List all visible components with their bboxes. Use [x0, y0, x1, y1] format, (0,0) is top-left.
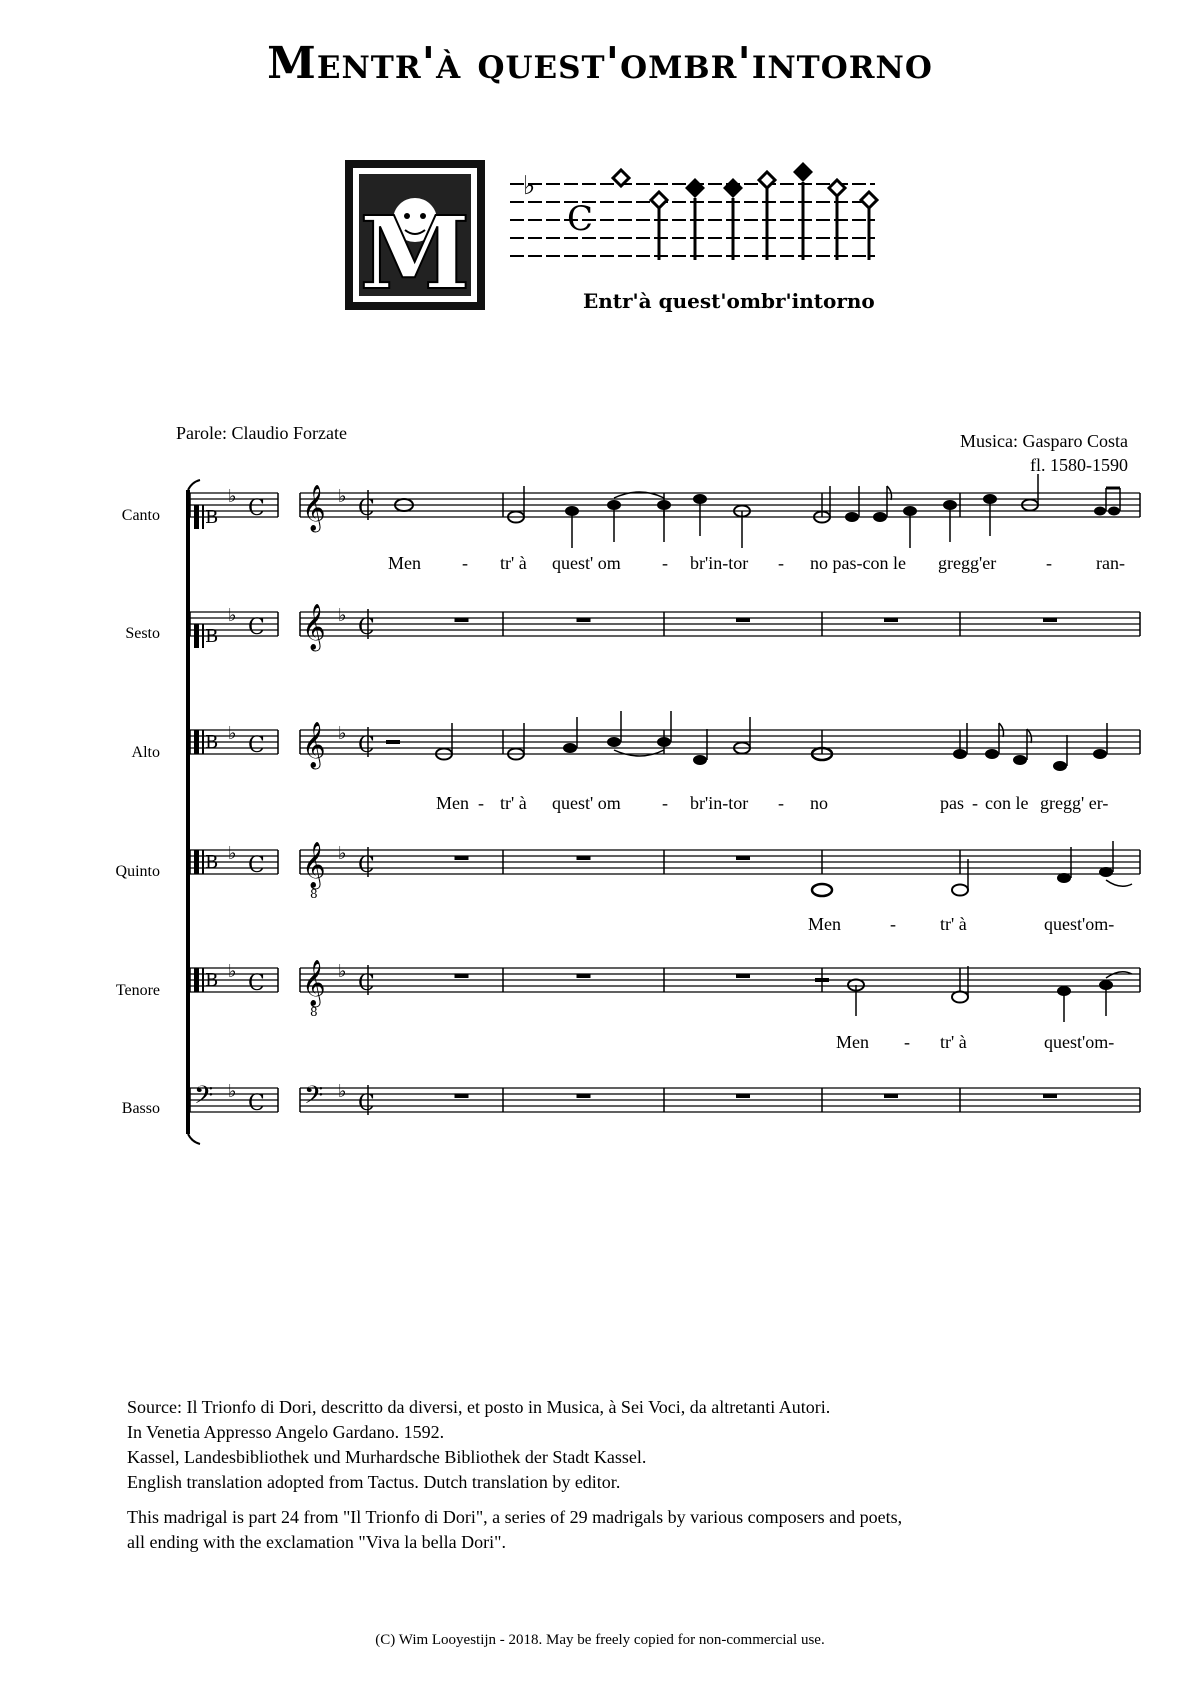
- lyrics: [388, 553, 1125, 1052]
- common-time-icon: C: [248, 1091, 265, 1116]
- svg-text:-: -: [778, 553, 784, 573]
- composer-name: Musica: Gasparo Costa: [960, 431, 1128, 451]
- whole-rest-icon: [884, 618, 898, 622]
- svg-text:-: -: [662, 793, 668, 813]
- c-clef-icon: [194, 968, 199, 992]
- whole-rest-icon: [1043, 618, 1057, 622]
- source-line: Source: Il Trionfo di Dori, descritto da diversi, et posto in Musica, à Sei Voci, da altretanti Autori.: [127, 1397, 831, 1417]
- lyrics-tenore: [836, 1032, 1114, 1052]
- svg-text:Men: Men: [836, 1032, 869, 1052]
- source-line: English translation adopted from Tactus. Dutch translation by editor.: [127, 1472, 621, 1492]
- whole-rest-icon: [455, 974, 469, 978]
- common-time-icon: C: [248, 971, 265, 996]
- svg-text:tr' à: tr' à: [500, 793, 527, 813]
- note-line: all ending with the exclamation "Viva la bella Dori".: [127, 1532, 507, 1552]
- svg-text:-: -: [904, 1032, 910, 1052]
- whole-rest-icon: [455, 1094, 469, 1098]
- common-time-icon: C: [248, 496, 265, 521]
- c-clef-curl-icon: B: [205, 970, 219, 991]
- svg-text:con le: con le: [985, 793, 1029, 813]
- svg-text:Men: Men: [388, 553, 421, 573]
- c-clef-curl-icon: B: [205, 626, 219, 647]
- common-time-icon: C: [248, 853, 265, 878]
- bass-clef-icon: 𝄢: [304, 1081, 324, 1116]
- note-line: This madrigal is part 24 from "Il Trionfo di Dori", a series of 29 madrigals by various composers and poets,: [127, 1507, 903, 1527]
- treble-clef-icon: 𝄞: [302, 842, 326, 888]
- svg-text:♭: ♭: [523, 171, 536, 201]
- whole-rest-icon: [455, 618, 469, 622]
- source-notes: [127, 1395, 830, 1495]
- octave-mark: 8: [310, 887, 318, 901]
- whole-rest-icon: [1043, 1094, 1057, 1098]
- flat-icon: ♭: [228, 486, 237, 507]
- whole-rest-icon: [577, 618, 591, 622]
- c-clef-curl-icon: B: [205, 507, 219, 528]
- svg-text:quest' om: quest' om: [552, 553, 621, 573]
- svg-text:-: -: [890, 914, 896, 934]
- voice-label-basso: Basso: [121, 1100, 160, 1117]
- flat-icon: ♭: [228, 961, 237, 982]
- staff-alto-notes: [386, 711, 1107, 771]
- svg-text:tr' à: tr' à: [940, 1032, 967, 1052]
- svg-text:-: -: [778, 793, 784, 813]
- svg-text:Men: Men: [436, 793, 469, 813]
- whole-rest-icon: [736, 1094, 750, 1098]
- treble-clef-icon: 𝄞: [302, 485, 326, 531]
- whole-rest-icon: [736, 974, 750, 978]
- whole-rest-icon: [455, 856, 469, 860]
- flat-icon: ♭: [228, 723, 237, 744]
- lyrics-quinto: [808, 914, 1114, 934]
- whole-rest-icon: [884, 1094, 898, 1098]
- svg-text:br'in-tor: br'in-tor: [690, 553, 749, 573]
- c-clef-curl-icon: B: [205, 732, 219, 753]
- whole-rest-icon: [736, 618, 750, 622]
- svg-text:br'in-tor: br'in-tor: [690, 793, 749, 813]
- bass-clef-icon: 𝄢: [194, 1081, 214, 1116]
- lyrics-canto: [388, 553, 1125, 573]
- lyrics-alto: [436, 793, 1108, 813]
- svg-text:quest'om-: quest'om-: [1044, 914, 1115, 934]
- cut-time-icon: C: [358, 971, 375, 996]
- treble-clef-icon: 𝄞: [302, 722, 326, 768]
- svg-text:quest'om-: quest'om-: [1044, 1032, 1115, 1052]
- c-clef-icon: [194, 730, 199, 754]
- flat-icon: ♭: [338, 723, 347, 744]
- initial-letter: M: [359, 194, 471, 312]
- svg-text:Men: Men: [808, 914, 841, 934]
- cut-time-icon: C: [358, 1091, 375, 1116]
- treble-clef-icon: 𝄞: [302, 960, 326, 1006]
- page-title: Mentr'à quest'ombr'intorno: [267, 38, 933, 89]
- whole-rest-icon: [577, 856, 591, 860]
- svg-text:quest' om: quest' om: [552, 793, 621, 813]
- common-time-icon: C: [248, 733, 265, 758]
- flat-icon: ♭: [338, 843, 347, 864]
- facsimile-mensuration: C: [567, 199, 594, 239]
- svg-text:gregg'er: gregg'er: [938, 553, 997, 573]
- flat-icon: ♭: [228, 843, 237, 864]
- poet-credit: Parole: Claudio Forzate: [176, 423, 347, 443]
- cut-time-icon: C: [358, 733, 375, 758]
- svg-text:pas: pas: [940, 793, 964, 813]
- cut-time-icon: C: [358, 615, 375, 640]
- cut-time-icon: C: [358, 496, 375, 521]
- svg-text:-: -: [1046, 553, 1052, 573]
- octave-mark: 8: [310, 1005, 318, 1019]
- whole-rest-icon: [577, 1094, 591, 1098]
- flat-icon: ♭: [338, 1081, 347, 1102]
- svg-text:-: -: [662, 553, 668, 573]
- svg-text:-: -: [478, 793, 484, 813]
- copyright-notice: (C) Wim Looyestijn - 2018. May be freely copied for non-commercial use.: [375, 1632, 825, 1648]
- svg-text:-: -: [462, 553, 468, 573]
- c-clef-icon: [194, 624, 199, 648]
- c-clef-curl-icon: B: [205, 852, 219, 873]
- voice-label-tenore: Tenore: [115, 982, 160, 999]
- voice-label-sesto: Sesto: [125, 625, 160, 642]
- flat-icon: ♭: [228, 1081, 237, 1102]
- source-line: Kassel, Landesbibliothek und Murhardsche Bibliothek der Stadt Kassel.: [127, 1447, 647, 1467]
- voice-label-canto: Canto: [121, 507, 160, 524]
- facsimile-incipit: Entr'à quest'ombr'intorno: [583, 289, 875, 313]
- svg-text:no pas-con le: no pas-con le: [810, 553, 906, 573]
- svg-text:gregg' er-: gregg' er-: [1040, 793, 1109, 813]
- voice-label-quinto: Quinto: [115, 863, 160, 880]
- svg-text:tr' à: tr' à: [500, 553, 527, 573]
- common-time-icon: C: [248, 615, 265, 640]
- c-clef-icon: [194, 505, 199, 529]
- whole-rest-icon: [736, 856, 750, 860]
- whole-rest-icon: [577, 974, 591, 978]
- flat-icon: ♭: [338, 961, 347, 982]
- c-clef-icon: [194, 850, 199, 874]
- svg-text:ran-: ran-: [1096, 553, 1125, 573]
- svg-text:tr' à: tr' à: [940, 914, 967, 934]
- voice-label-alto: Alto: [131, 744, 160, 761]
- flat-icon: ♭: [228, 605, 237, 626]
- treble-clef-icon: 𝄞: [302, 604, 326, 650]
- flat-icon: ♭: [338, 486, 347, 507]
- madrigal-note: [127, 1505, 902, 1555]
- source-line: In Venetia Appresso Angelo Gardano. 1592.: [127, 1422, 445, 1442]
- flat-icon: ♭: [338, 605, 347, 626]
- svg-text:-: -: [972, 793, 978, 813]
- cut-time-icon: C: [358, 853, 375, 878]
- composer-dates: fl. 1580-1590: [1030, 455, 1128, 475]
- svg-text:no: no: [810, 793, 828, 813]
